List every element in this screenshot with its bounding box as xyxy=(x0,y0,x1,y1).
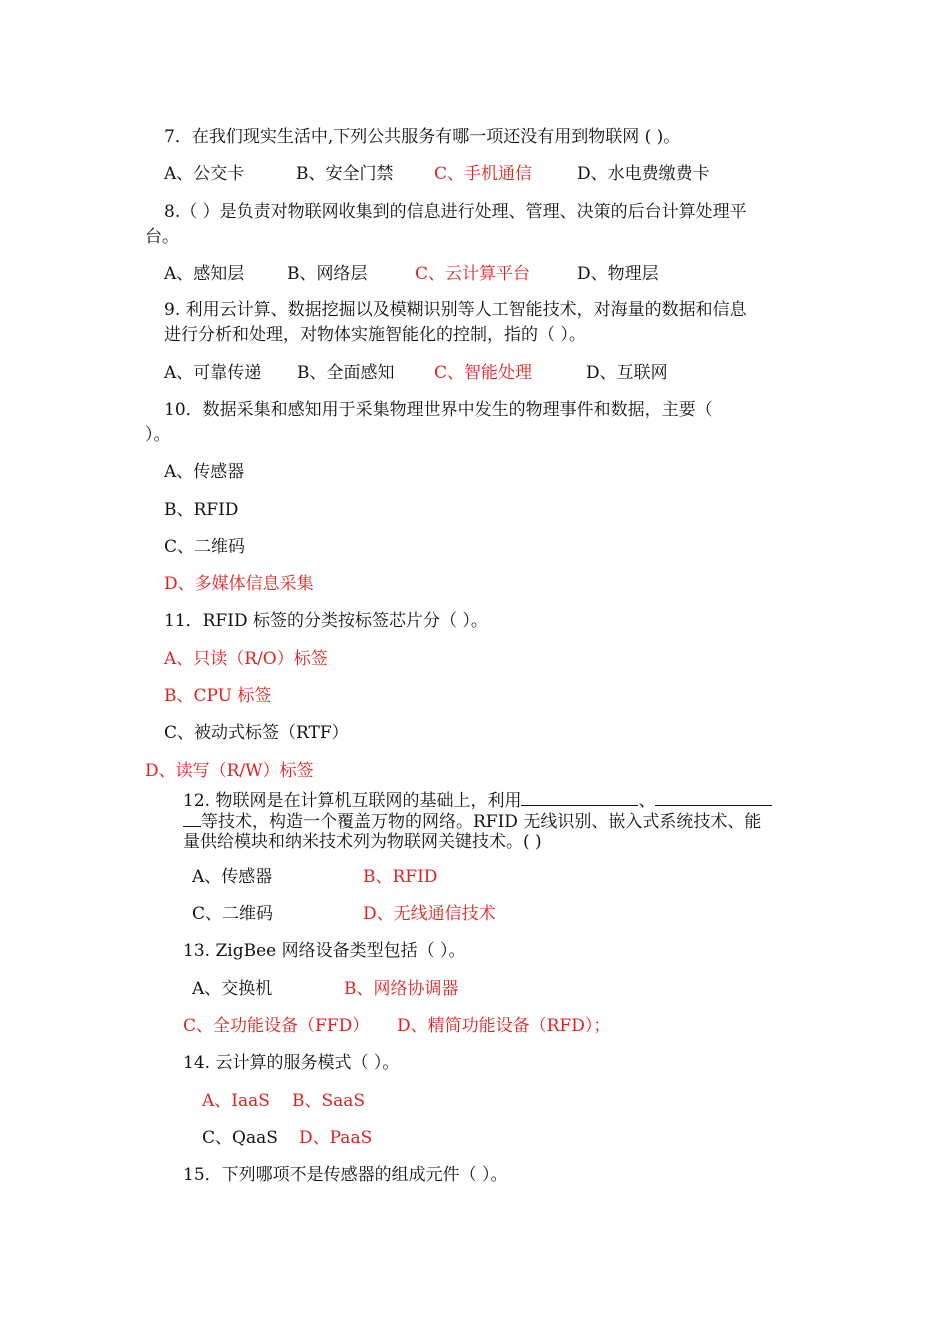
q9-option-b: B、全面感知 xyxy=(297,363,395,383)
q13-option-b-answer: B、网络协调器 xyxy=(344,979,459,999)
q14-option-a-answer: A、IaaS xyxy=(202,1091,270,1111)
q13-option-a: A、交换机 xyxy=(192,979,273,999)
q10-stem-line1: 10．数据采集和感知用于采集物理世界中发生的物理事件和数据，主要（ xyxy=(164,400,713,420)
q9-option-c-answer: C、智能处理 xyxy=(434,363,533,383)
q12-stem-line2-text: 等技术，构造一个覆盖万物的网络。RFID 无线识别、嵌入式系统技术、能 xyxy=(201,812,762,832)
q9-option-a: A、可靠传递 xyxy=(164,363,262,383)
q12-blank-2-cont xyxy=(183,810,201,827)
q12-stem-line1-text: 12. 物联网是在计算机互联网的基础上，利用 xyxy=(183,791,522,811)
q9-stem-line1: 9. 利用云计算、数据挖掘以及模糊识别等人工智能技术，对海量的数据和信息 xyxy=(164,300,747,320)
q15-stem: 15．下列哪项不是传感器的组成元件（ ）。 xyxy=(183,1165,508,1185)
q12-option-b-answer: B、RFID xyxy=(363,867,438,887)
q7-option-b: B、安全门禁 xyxy=(296,164,394,184)
q12-stem-line3: 量供给模块和纳米技术列为物联网关键技术。( ) xyxy=(183,832,542,852)
q10-stem-line2: ）。 xyxy=(145,425,171,445)
q7-option-d: D、水电费缴费卡 xyxy=(577,164,710,184)
q12-stem-line1 xyxy=(183,789,772,812)
q8-option-b: B、网络层 xyxy=(287,264,368,284)
q10-option-d-answer: D、多媒体信息采集 xyxy=(164,574,314,594)
q12-option-d-answer: D、无线通信技术 xyxy=(363,904,496,924)
q14-stem: 14. 云计算的服务模式（ ）。 xyxy=(183,1053,400,1073)
q11-option-a-answer: A、只读（R/O）标签 xyxy=(164,649,328,669)
q13-stem: 13. ZigBee 网络设备类型包括（ ）。 xyxy=(183,941,466,961)
q9-option-d: D、互联网 xyxy=(586,363,668,383)
q14-option-b-answer: B、SaaS xyxy=(292,1091,366,1111)
q14-option-d-answer: D、PaaS xyxy=(299,1128,373,1148)
q12-stem-line2 xyxy=(183,810,761,833)
q9-stem-line2: 进行分析和处理，对物体实施智能化的控制，指的（ ）。 xyxy=(164,325,586,345)
q14-option-c: C、QaaS xyxy=(202,1128,278,1148)
q13-option-c-answer: C、全功能设备（FFD） xyxy=(183,1016,370,1036)
q12-blank-1 xyxy=(521,789,638,806)
q12-blank-separator: 、 xyxy=(638,791,656,811)
q7-stem: 7．在我们现实生活中,下列公共服务有哪一项还没有用到物联网 ( )。 xyxy=(164,127,681,147)
q12-option-c: C、二维码 xyxy=(192,904,274,924)
q11-option-b-answer: B、CPU 标签 xyxy=(164,686,272,706)
q12-blank-2 xyxy=(655,789,772,806)
q8-option-c-answer: C、云计算平台 xyxy=(415,264,531,284)
q8-stem-line1: 8.（ ）是负责对物联网收集到的信息进行处理、管理、决策的后台计算处理平 xyxy=(164,202,747,222)
q11-stem: 11．RFID 标签的分类按标签芯片分（ ）。 xyxy=(164,611,488,631)
q8-option-d: D、物理层 xyxy=(577,264,659,284)
q10-option-a: A、传感器 xyxy=(164,462,245,482)
q11-option-d-answer: D、读写（R/W）标签 xyxy=(145,761,314,781)
q10-option-b: B、RFID xyxy=(164,500,239,520)
q8-option-a: A、感知层 xyxy=(164,264,245,284)
q7-option-c-answer: C、手机通信 xyxy=(434,164,533,184)
q13-option-d-answer: D、精简功能设备（RFD）； xyxy=(397,1016,611,1036)
q7-option-a: A、公交卡 xyxy=(164,164,245,184)
q12-option-a: A、传感器 xyxy=(192,867,273,887)
q11-option-c: C、被动式标签（RTF） xyxy=(164,723,349,743)
q8-stem-line2: 台。 xyxy=(145,227,179,247)
q10-option-c: C、二维码 xyxy=(164,537,246,557)
